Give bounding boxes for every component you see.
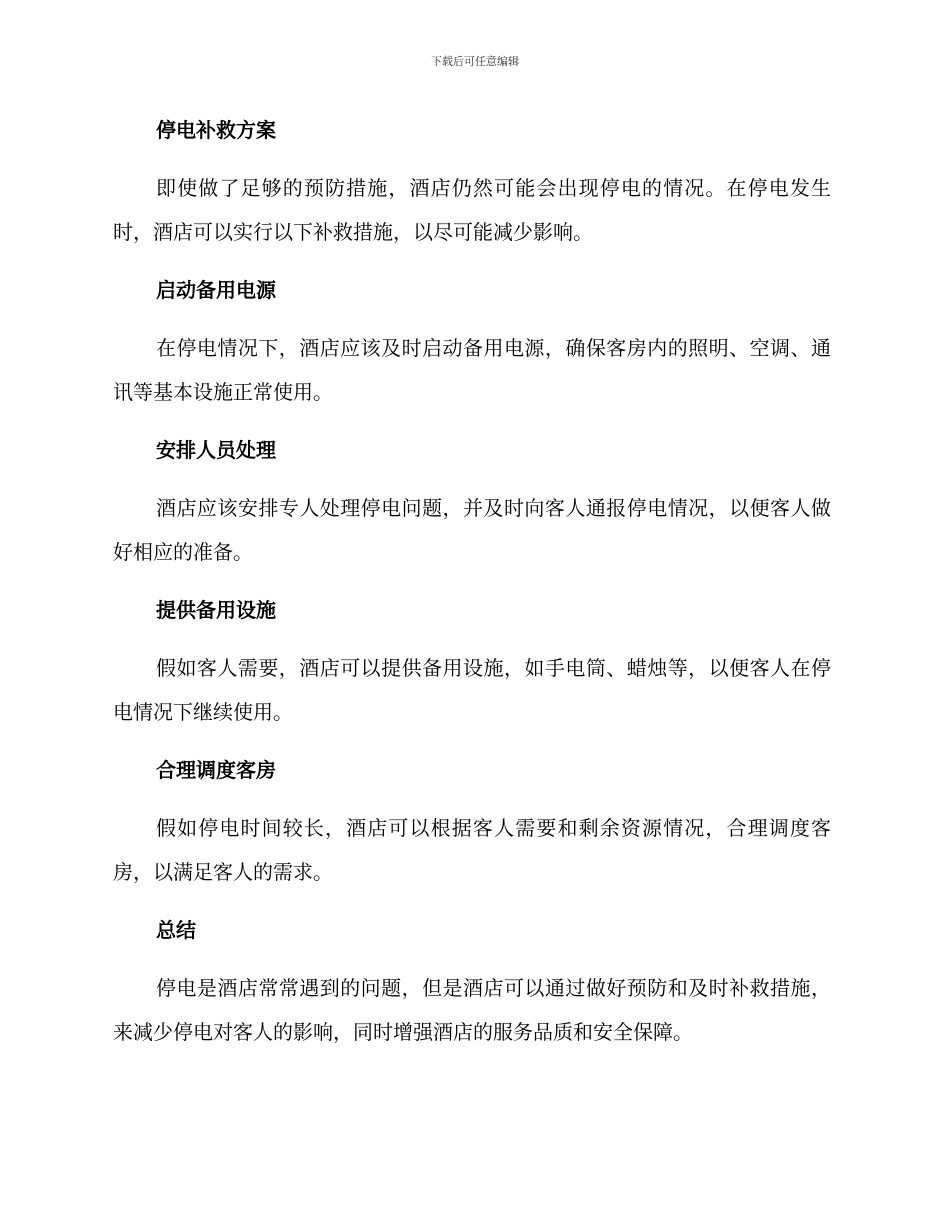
header-note: 下载后可任意编辑 — [431, 55, 519, 68]
section-room-scheduling — [113, 748, 831, 894]
section-backup-facilities — [113, 588, 831, 734]
section-heading: 安排人员处理 — [156, 438, 276, 462]
section-power-outage-remedy — [113, 108, 831, 254]
section-paragraph: 假如客人需要，酒店可以提供备用设施，如手电筒、蜡烛等，以便客人在停电情况下继续使用。 — [113, 656, 831, 724]
section-heading: 合理调度客房 — [156, 758, 276, 782]
section-heading: 停电补救方案 — [156, 118, 276, 142]
section-heading: 总结 — [156, 918, 196, 942]
section-heading: 提供备用设施 — [156, 598, 276, 622]
section-paragraph: 停电是酒店常常遇到的问题，但是酒店可以通过做好预防和及时补救措施，来减少停电对客人的影响，同时增强酒店的服务品质和安全保障。 — [113, 976, 831, 1044]
section-backup-power — [113, 268, 831, 414]
section-paragraph: 酒店应该安排专人处理停电问题，并及时向客人通报停电情况，以便客人做好相应的准备。 — [113, 496, 831, 564]
section-summary — [113, 908, 831, 1054]
section-paragraph: 假如停电时间较长，酒店可以根据客人需要和剩余资源情况，合理调度客房，以满足客人的需求。 — [113, 816, 831, 884]
section-heading: 启动备用电源 — [156, 278, 276, 302]
section-staff-handling — [113, 428, 831, 574]
section-paragraph: 即使做了足够的预防措施，酒店仍然可能会出现停电的情况。在停电发生时，酒店可以实行以下补救措施，以尽可能减少影响。 — [113, 176, 831, 244]
document-body — [113, 108, 831, 1068]
section-paragraph: 在停电情况下，酒店应该及时启动备用电源，确保客房内的照明、空调、通讯等基本设施正常使用。 — [113, 336, 831, 404]
